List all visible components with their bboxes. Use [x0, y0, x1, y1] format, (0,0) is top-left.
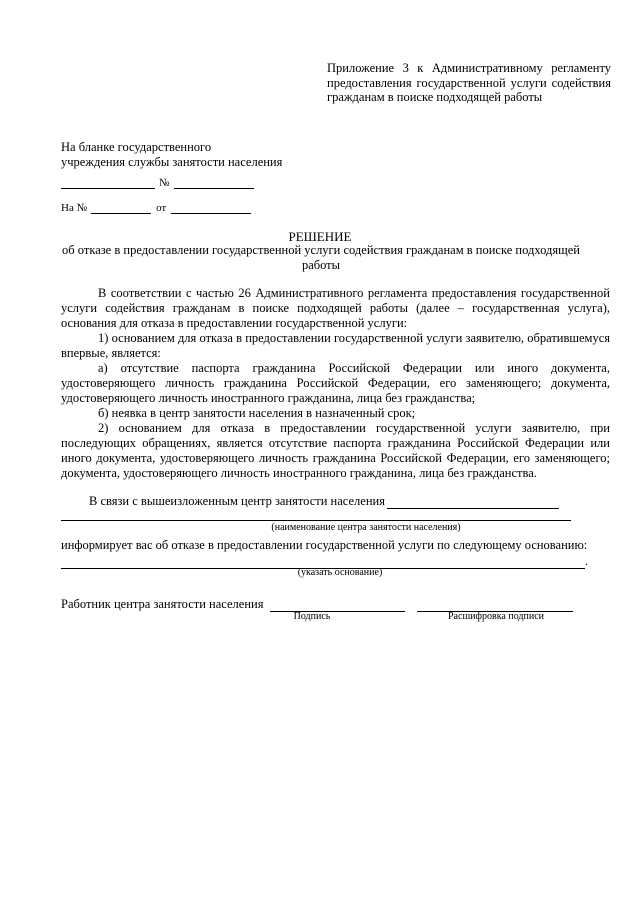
date-field-line[interactable] — [61, 177, 155, 189]
reference-date-label: от — [156, 202, 167, 214]
decision-body — [61, 286, 610, 481]
paragraph-ground-1a: а) отсутствие паспорта гражданина Российской Федерации или иного документа, удостоверяющего личность гражданина Российской Федерации, его заменяющего; документа, удостоверяющего личность иностранного гражданина, лица без гражданства; — [61, 361, 610, 405]
number-field-line[interactable] — [174, 177, 254, 189]
reference-number-label: На № — [61, 202, 88, 214]
worker-label: Работник центра занятости населения — [61, 597, 264, 611]
paragraph-ground-1b: б) неявка в центр занятости населения в назначенный срок; — [98, 406, 416, 420]
reason-caption: (указать основание) — [297, 567, 383, 578]
informs-text: информирует вас об отказе в предоставлении государственной услуги по следующему основанию: — [61, 538, 588, 552]
decoding-caption: Расшифровка подписи — [448, 611, 544, 622]
letterhead-line-2: учреждения службы занятости населения — [61, 155, 283, 169]
outgoing-number-row — [61, 177, 254, 189]
reference-number-row — [61, 202, 251, 214]
reference-date-line[interactable] — [171, 202, 251, 214]
document-title: РЕШЕНИЕ — [288, 229, 352, 244]
reason-period: . — [585, 554, 588, 568]
center-name-line-2[interactable] — [61, 508, 571, 521]
reference-number-line[interactable] — [91, 202, 151, 214]
paragraph-intro: В соответствии с частью 26 Административного регламента предоставления государственной услуги содействия гражданам в поиске подходящей работы (далее – государственная услуга), основания для отказа в предоставлении государственной услуги: — [61, 286, 610, 330]
reason-caption-wrap — [61, 567, 619, 578]
letterhead-line-1: На бланке государственного — [61, 140, 212, 154]
document-subtitle: об отказе в предоставлении государственной услуги содействия гражданам в поиске подходящей работы — [62, 243, 580, 272]
signature-row — [61, 597, 573, 612]
number-sign: № — [159, 177, 170, 189]
signature-caption: Подпись — [293, 611, 331, 622]
connection-text: В связи с вышеизложенным центр занятости населения — [89, 494, 385, 508]
appendix-note: Приложение 3 к Административному регламенту предоставления государственной услуги содействия гражданам в поиске подходящей работы — [327, 61, 611, 104]
paragraph-ground-1: 1) основанием для отказа в предоставлении государственной услуги заявителю, обратившемуся впервые, является: — [61, 331, 610, 360]
center-name-caption: (наименование центра занятости населения) — [271, 522, 461, 533]
connection-row — [89, 494, 559, 509]
paragraph-ground-2: 2) основанием для отказа в предоставлении государственной услуги заявителю, при последующих обращениях, является отсутствие паспорта гражданина Российской Федерации или иного документа, удостоверяющего личность гражданина Российской Федерации, его заменяющего; документа, удостоверяющего личность иностранного гражданина, лица без гражданства. — [61, 421, 610, 480]
center-name-caption-wrap — [61, 522, 640, 533]
letterhead-note — [61, 140, 282, 170]
